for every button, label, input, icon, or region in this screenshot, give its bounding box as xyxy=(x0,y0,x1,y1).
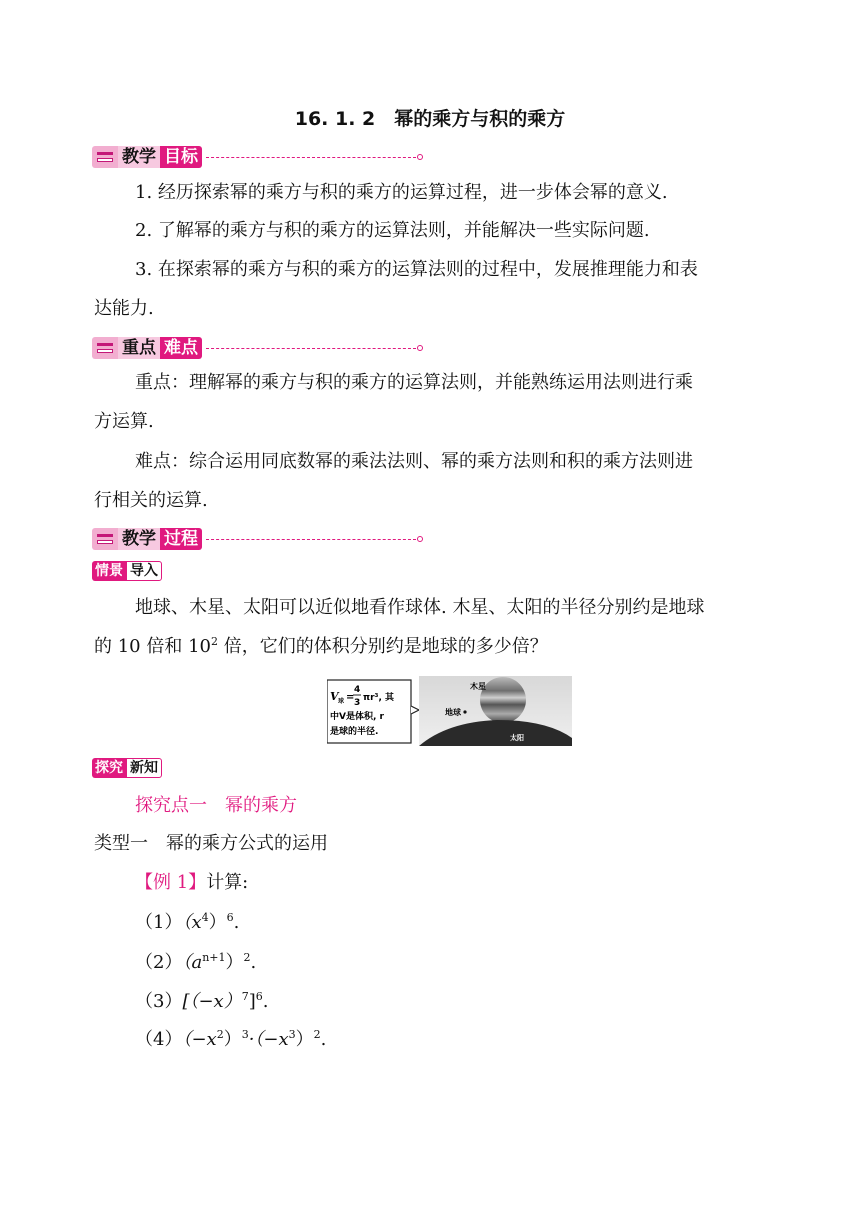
difficult-point-cont: 行相关的运算. xyxy=(94,490,208,511)
tag-explore-b: 新知 xyxy=(126,758,162,778)
formula-v: V xyxy=(330,690,339,703)
frac-num: 4 xyxy=(354,685,361,695)
key-point-cont: 方运算. xyxy=(94,411,154,432)
divider xyxy=(206,539,416,540)
section-tag-process xyxy=(92,528,423,550)
label-sun: 太阳 xyxy=(510,734,524,742)
books-icon xyxy=(92,146,118,168)
section-tag-word2: 目标 xyxy=(160,146,202,168)
difficult-point: 难点：综合运用同底数幂的乘法法则、幂的乘方法则和积的乘方法则进 xyxy=(135,451,693,472)
planet-figure xyxy=(327,676,572,746)
intro-text-cont: 的 10 倍和 $10^2$ 倍，它们的体积分别约是地球的多少倍？ xyxy=(94,635,548,657)
tag-intro-b: 导入 xyxy=(126,561,162,581)
formula-rest: πr³, 其 xyxy=(363,693,395,703)
goal-item-1: 1. 经历探索幂的乘方与积的乘方的运算过程，进一步体会幂的意义. xyxy=(135,182,668,203)
section-tag-word2: 过程 xyxy=(160,528,202,550)
exercise-2: $(2)(a^{n+1})^2$. xyxy=(135,951,257,973)
tag-intro-a: 情景 xyxy=(92,561,126,581)
intro-text: 地球、木星、太阳可以近似地看作球体. 木星、太阳的半径分别约是地球 xyxy=(135,597,705,618)
note-line-2: 中V是体积, r xyxy=(330,712,384,722)
divider-end xyxy=(417,345,423,351)
tag-explore-a: 探究 xyxy=(92,758,126,778)
label-jupiter: 木星 xyxy=(470,682,486,691)
books-icon xyxy=(92,528,118,550)
earth-dot xyxy=(463,710,466,713)
jupiter xyxy=(480,677,526,723)
section-tag-word1: 教学 xyxy=(118,146,160,168)
formula-sub: 球 xyxy=(338,698,345,705)
goal-item-3-cont: 达能力. xyxy=(94,298,154,319)
type-heading: 类型一 幂的乘方公式的运用 xyxy=(94,833,328,854)
exercise-4: $(4)(-x^2)^3\cdot(-x^3)^2$. xyxy=(135,1028,327,1050)
books-icon xyxy=(92,337,118,359)
section-tag-word1: 教学 xyxy=(118,528,160,550)
section-tag-word2: 难点 xyxy=(160,337,202,359)
note-line-3: 是球的半径. xyxy=(330,727,379,737)
formula-eq: = xyxy=(346,692,355,703)
section-tag-goals xyxy=(92,146,423,168)
key-point: 重点：理解幂的乘方与积的乘方的运算法则，并能熟练运用法则进行乘 xyxy=(135,372,693,393)
exercise-1: $(1)(x^4)^6$. xyxy=(135,911,240,933)
section-tag-key xyxy=(92,337,423,359)
section-tag-word1: 重点 xyxy=(118,337,160,359)
goal-item-3: 3. 在探索幂的乘方与积的乘方的运算法则的过程中，发展推理能力和表 xyxy=(135,259,698,280)
callout-pointer xyxy=(411,706,419,714)
divider-end xyxy=(417,536,423,542)
tag-explore xyxy=(92,758,162,778)
tag-intro xyxy=(92,561,162,581)
divider-end xyxy=(417,154,423,160)
explore-point-1: 探究点一 幂的乘方 xyxy=(135,795,297,816)
goal-item-2: 2. 了解幂的乘方与积的乘方的运算法则，并能解决一些实际问题. xyxy=(135,220,650,241)
example-label: 【例 1】 xyxy=(135,872,207,893)
page-title: 16. 1. 2 幂的乘方与积的乘方 xyxy=(294,108,566,130)
divider xyxy=(206,157,416,158)
divider xyxy=(206,348,416,349)
frac-den: 3 xyxy=(354,698,361,708)
label-earth: 地球 xyxy=(445,708,461,717)
example-1: 【例 1】计算: xyxy=(135,872,249,893)
exercise-3: $(3)[(-x)^7]^6$. xyxy=(135,990,269,1012)
